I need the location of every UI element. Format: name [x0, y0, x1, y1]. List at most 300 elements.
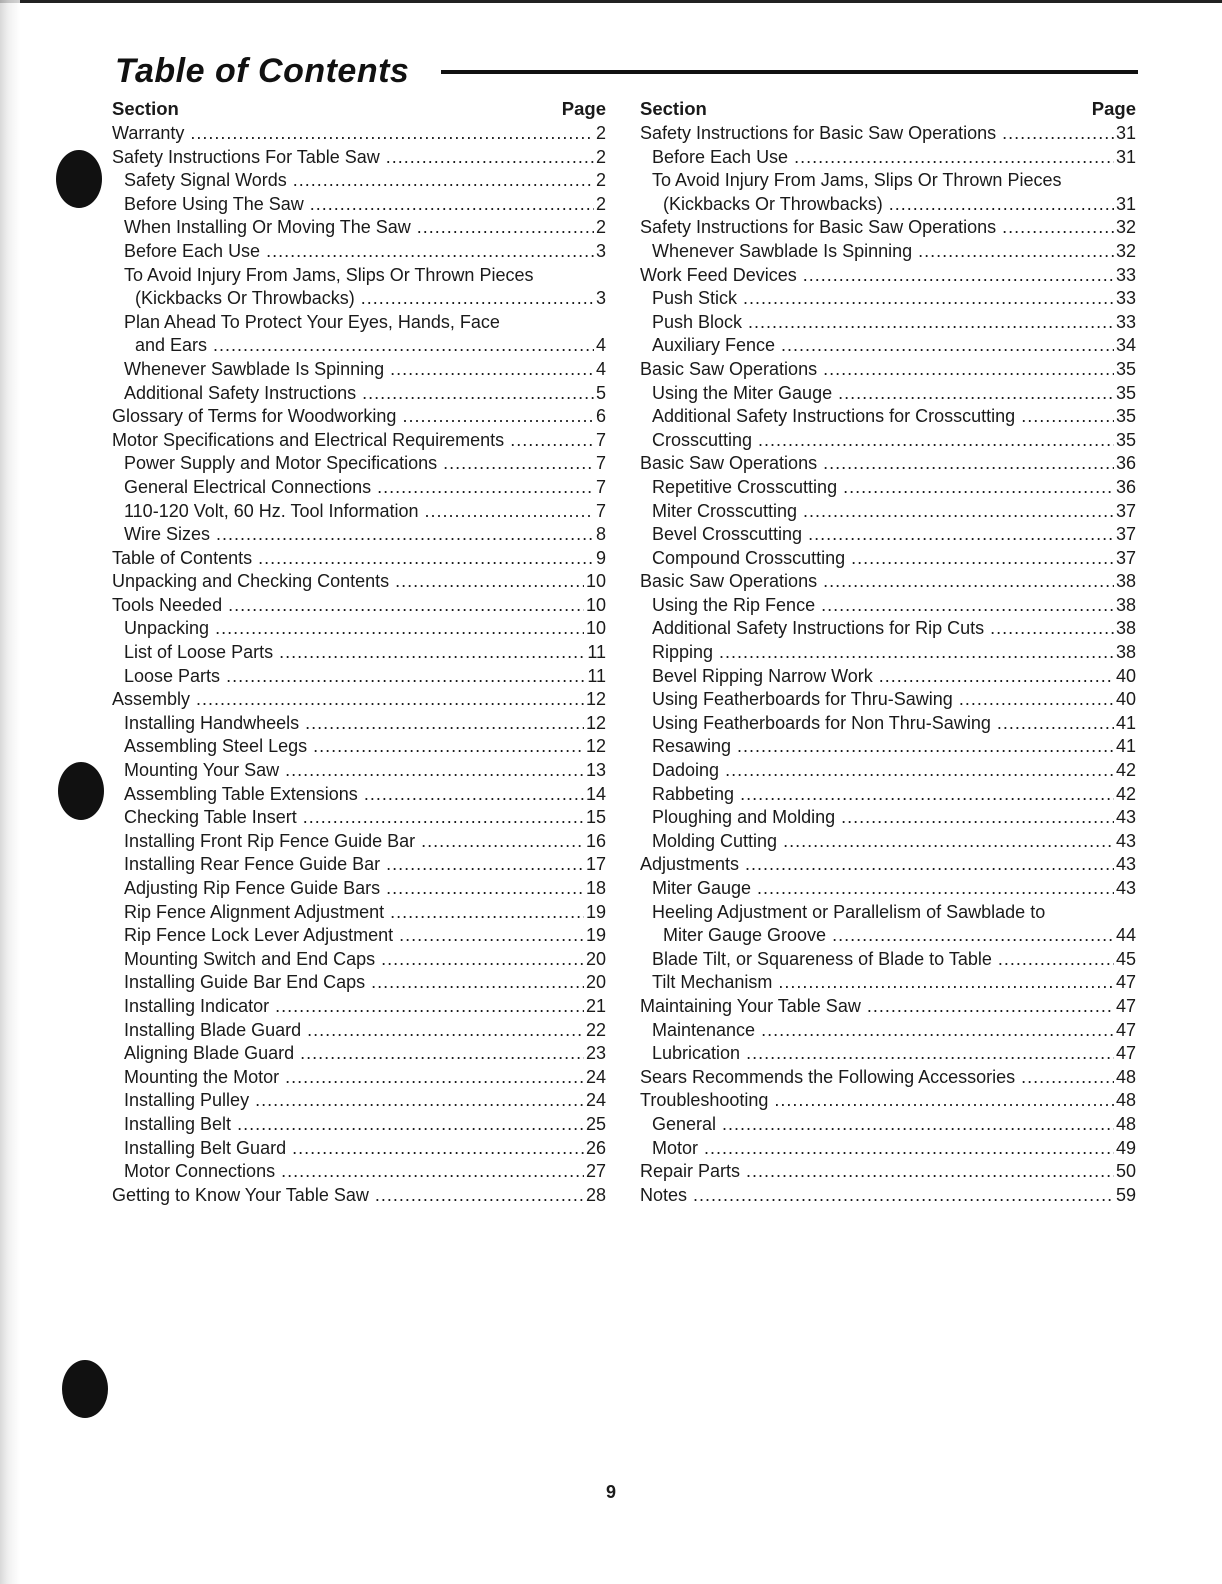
toc-entry-page: 48: [1115, 1066, 1136, 1087]
toc-entry: [640, 1160, 1136, 1184]
dot-leader: [285, 759, 584, 783]
toc-entry: [112, 641, 606, 665]
dot-leader: [266, 240, 594, 264]
toc-entry-title: Assembly: [112, 689, 191, 710]
toc-entry-page: 31: [1115, 193, 1136, 214]
dot-leader: [279, 641, 585, 665]
toc-entry: [640, 240, 1136, 264]
toc-entry-title: Miter Gauge Groove: [663, 925, 827, 946]
toc-entry: [640, 570, 1136, 594]
dot-leader: [292, 1137, 584, 1161]
toc-entry: [640, 547, 1136, 571]
toc-entry-title: Using Featherboards for Thru-Sawing: [652, 689, 953, 710]
toc-entry-page: 38: [1115, 618, 1136, 639]
toc-entry: [112, 216, 606, 240]
toc-entry-page: 11: [587, 665, 606, 686]
dot-leader: [745, 853, 1114, 877]
dot-leader: [808, 523, 1114, 547]
toc-entry-title: Additional Safety Instructions for Rip Cuts: [652, 618, 985, 639]
toc-entry: [112, 712, 606, 736]
toc-entry-page: 7: [595, 500, 606, 521]
toc-entry-page: 7: [595, 476, 606, 497]
toc-entry-title: Tools Needed: [112, 594, 223, 615]
dot-leader: [377, 476, 594, 500]
dot-leader: [889, 193, 1114, 217]
dot-leader: [719, 641, 1114, 665]
toc-entry-page: 26: [585, 1137, 606, 1158]
dot-leader: [823, 358, 1114, 382]
toc-entry: [112, 1113, 606, 1137]
toc-entry-page: 3: [595, 288, 606, 309]
toc-entry-title: Installing Guide Bar End Caps: [124, 972, 366, 993]
toc-entry: [112, 853, 606, 877]
toc-entry-title: Installing Pulley: [124, 1090, 250, 1111]
dot-leader: [275, 995, 584, 1019]
toc-entry-title: Using Featherboards for Non Thru-Sawing: [652, 712, 991, 733]
toc-entry-title: Crosscutting: [652, 429, 753, 450]
dot-leader: [748, 311, 1114, 335]
toc-entry-title: Mounting Switch and End Caps: [124, 948, 376, 969]
toc-entry-page: 42: [1115, 760, 1136, 781]
toc-entry-page: 22: [585, 1019, 606, 1040]
dot-leader: [226, 665, 585, 689]
toc-entry: [640, 382, 1136, 406]
toc-entry: [640, 806, 1136, 830]
toc-entry: [112, 264, 606, 288]
toc-entry-title: Repair Parts: [640, 1161, 741, 1182]
toc-entry-page: 33: [1115, 311, 1136, 332]
dot-leader: [216, 523, 594, 547]
toc-entry-title: Unpacking and Checking Contents: [112, 571, 390, 592]
toc-entry-page: 20: [585, 948, 606, 969]
toc-entry: [640, 287, 1136, 311]
dot-leader: [823, 452, 1114, 476]
dot-leader: [402, 405, 594, 429]
dot-leader: [386, 853, 584, 877]
toc-entry-title: When Installing Or Moving The Saw: [124, 217, 411, 238]
toc-entry-title: Troubleshooting: [640, 1090, 769, 1111]
toc-entry-title: Miter Gauge: [652, 878, 752, 898]
toc-entry-page: 2: [595, 123, 606, 143]
toc-entry: [640, 452, 1136, 476]
toc-entry: [640, 688, 1136, 712]
dot-leader: [781, 334, 1114, 358]
toc-entry: [112, 405, 606, 429]
toc-entry: [112, 948, 606, 972]
toc-entry: [112, 570, 606, 594]
toc-entry-page: 34: [1115, 335, 1136, 356]
toc-entry-title: Checking Table Insert: [124, 807, 297, 828]
toc-entry-page: 24: [585, 1066, 606, 1087]
toc-entry-page: 47: [1115, 972, 1136, 993]
toc-entry: [640, 617, 1136, 641]
toc-entry-page: 47: [1115, 995, 1136, 1016]
dot-leader: [313, 735, 584, 759]
toc-entry-title: Ploughing and Molding: [652, 807, 836, 828]
dot-leader: [390, 901, 584, 925]
dot-leader: [307, 1019, 584, 1043]
toc-entry: [112, 1089, 606, 1113]
toc-entry-title: Installing Indicator: [124, 995, 270, 1016]
toc-entry: [640, 334, 1136, 358]
dot-leader: [381, 948, 584, 972]
page-header: Page: [561, 98, 606, 119]
toc-entry: [112, 995, 606, 1019]
dot-leader: [761, 1019, 1114, 1043]
toc-entry-page: 10: [585, 594, 606, 615]
toc-entry-page: 28: [585, 1184, 606, 1205]
toc-entry-title: Assembling Steel Legs: [124, 736, 308, 757]
toc-entry-page: 49: [1115, 1137, 1136, 1158]
toc-entry-page: 16: [585, 830, 606, 851]
toc-entry-page: 38: [1115, 642, 1136, 663]
toc-entry-title: Using the Miter Gauge: [652, 382, 833, 403]
toc-entry-page: 36: [1115, 453, 1136, 474]
toc-entry: [112, 382, 606, 406]
page-header: Page: [1091, 98, 1136, 119]
toc-entry-title: Sears Recommends the Following Accessories: [640, 1066, 1016, 1087]
toc-entry-title: Safety Instructions for Basic Saw Operations: [640, 123, 997, 143]
toc-entry-title: Ripping: [652, 642, 714, 663]
dot-leader: [879, 665, 1114, 689]
toc-entry-title: Plan Ahead To Protect Your Eyes, Hands, Face: [124, 311, 500, 332]
toc-entry-title: Dadoing: [652, 760, 720, 781]
toc-entry-title: Glossary of Terms for Woodworking: [112, 406, 397, 427]
dot-leader: [794, 146, 1114, 170]
toc-entry: [112, 1184, 606, 1208]
dot-leader: [743, 287, 1114, 311]
toc-entry: [640, 971, 1136, 995]
toc-entry: [112, 311, 606, 335]
toc-entry-title: Compound Crosscutting: [652, 547, 846, 568]
toc-entry-title: Rip Fence Alignment Adjustment: [124, 901, 385, 922]
toc-entry: [640, 405, 1136, 429]
toc-entry-title: Unpacking: [124, 618, 210, 639]
toc-entry-title: Motor: [652, 1137, 699, 1158]
toc-entry-page: 14: [585, 783, 606, 804]
binder-hole: [62, 1360, 108, 1418]
toc-entry: [640, 594, 1136, 618]
toc-entry-page: 12: [585, 712, 606, 733]
toc-entry: [640, 523, 1136, 547]
toc-entry-page: 40: [1115, 665, 1136, 686]
dot-leader: [310, 193, 594, 217]
toc-entry-title: Additional Safety Instructions: [124, 382, 357, 403]
toc-entry: [640, 924, 1136, 948]
dot-leader: [399, 924, 584, 948]
toc-entry: [112, 452, 606, 476]
toc-entry-page: 9: [595, 547, 606, 568]
toc-entry-title: Warranty: [112, 123, 185, 143]
dot-leader: [758, 429, 1114, 453]
toc-entry-page: 17: [585, 854, 606, 875]
toc-entry-title: Notes: [640, 1184, 688, 1205]
toc-entry-title: Loose Parts: [124, 665, 221, 686]
dot-leader: [300, 1042, 584, 1066]
toc-entry-title: Before Each Use: [124, 240, 261, 261]
toc-entry: [112, 193, 606, 217]
toc-entry-page: 43: [1115, 830, 1136, 851]
dot-leader: [998, 948, 1114, 972]
dot-leader: [959, 688, 1114, 712]
toc-entry: [640, 146, 1136, 170]
toc-entry-page: 36: [1115, 476, 1136, 497]
toc-entry-page: 18: [585, 878, 606, 898]
toc-entry: [640, 830, 1136, 854]
toc-entry: [112, 901, 606, 925]
toc-entry: [112, 735, 606, 759]
dot-leader: [303, 806, 584, 830]
toc-entry-title: Whenever Sawblade Is Spinning: [652, 240, 913, 261]
dot-leader: [258, 547, 594, 571]
toc-entry: [640, 1019, 1136, 1043]
toc-entry-title: Additional Safety Instructions for Crosscutting: [652, 406, 1016, 427]
dot-leader: [757, 877, 1114, 901]
toc-entry: [640, 500, 1136, 524]
toc-entry-page: 2: [595, 146, 606, 167]
toc-entry: [640, 358, 1136, 382]
toc-entry: [112, 523, 606, 547]
dot-leader: [425, 500, 594, 524]
toc-entry-title: To Avoid Injury From Jams, Slips Or Thrown Pieces: [124, 264, 534, 285]
toc-entry-title: Work Feed Devices: [640, 264, 797, 285]
toc-entry: [112, 122, 606, 146]
toc-entry-page: 4: [595, 335, 606, 356]
toc-entry-page: 33: [1115, 264, 1136, 285]
toc-entry-title: Bevel Ripping Narrow Work: [652, 665, 873, 686]
dot-leader: [737, 735, 1114, 759]
binder-hole: [56, 150, 102, 208]
dot-leader: [821, 594, 1114, 618]
section-header: Section: [640, 98, 707, 119]
toc-entry-page: 12: [585, 689, 606, 710]
dot-leader: [443, 452, 594, 476]
toc-entry-page: 50: [1115, 1161, 1136, 1182]
toc-entry-page: 47: [1115, 1043, 1136, 1064]
toc-entry-title: Power Supply and Motor Specifications: [124, 453, 438, 474]
toc-entry: [640, 193, 1136, 217]
toc-entry-page: 43: [1115, 878, 1136, 898]
toc-entry-page: 59: [1115, 1184, 1136, 1205]
toc-entry: [640, 665, 1136, 689]
toc-entry-title: General Electrical Connections: [124, 476, 372, 497]
toc-entry-title: Bevel Crosscutting: [652, 524, 803, 545]
toc-entry-title: Assembling Table Extensions: [124, 783, 358, 804]
toc-entry-page: 32: [1115, 217, 1136, 238]
toc-entry-title: Safety Instructions for Basic Saw Operations: [640, 217, 997, 238]
dot-leader: [725, 759, 1114, 783]
toc-entry: [112, 759, 606, 783]
toc-entry-page: 42: [1115, 783, 1136, 804]
toc-entry-page: 3: [595, 240, 606, 261]
toc-entry: [112, 547, 606, 571]
toc-entry-title: To Avoid Injury From Jams, Slips Or Thrown Pieces: [652, 170, 1062, 191]
toc-entry-page: 13: [585, 760, 606, 781]
toc-entry: [112, 830, 606, 854]
toc-entry-title: Aligning Blade Guard: [124, 1043, 295, 1064]
toc-entry: [112, 169, 606, 193]
toc-entry-title: Lubrication: [652, 1043, 741, 1064]
column-header: [640, 96, 1136, 122]
toc-entry-page: 7: [595, 453, 606, 474]
toc-entry: [112, 1137, 606, 1161]
toc-entry: [640, 429, 1136, 453]
page-number: 9: [605, 1482, 616, 1502]
dot-leader: [228, 594, 584, 618]
toc-entry-page: 33: [1115, 288, 1136, 309]
toc-entry: [640, 853, 1136, 877]
toc-entry: [112, 287, 606, 311]
toc-entry-title: Before Each Use: [652, 146, 789, 167]
dot-leader: [774, 1089, 1114, 1113]
toc-entry: [112, 500, 606, 524]
toc-entry-title: (Kickbacks Or Throwbacks): [135, 288, 355, 309]
toc-entry: [640, 641, 1136, 665]
dot-leader: [386, 877, 584, 901]
dot-leader: [867, 995, 1114, 1019]
toc-column-right: [640, 96, 1136, 1207]
dot-leader: [510, 429, 594, 453]
dot-leader: [361, 287, 594, 311]
toc-entry-page: 35: [1115, 382, 1136, 403]
dot-leader: [371, 971, 584, 995]
dot-leader: [1021, 405, 1114, 429]
toc-entry: [112, 1160, 606, 1184]
dot-leader: [215, 617, 584, 641]
toc-entry: [112, 594, 606, 618]
toc-entry-title: Miter Crosscutting: [652, 500, 798, 521]
toc-entry: [112, 617, 606, 641]
toc-entry-page: 19: [585, 925, 606, 946]
dot-leader: [990, 617, 1114, 641]
scan-edge-shadow: [0, 0, 20, 1584]
dot-leader: [213, 334, 594, 358]
toc-entry: [640, 1042, 1136, 1066]
toc-entry-title: General: [652, 1113, 717, 1134]
toc-entry-page: 11: [587, 642, 606, 663]
toc-entry: [640, 311, 1136, 335]
toc-entry-title: Table of Contents: [112, 547, 253, 568]
toc-entry-page: 10: [585, 571, 606, 592]
toc-entry-page: 37: [1115, 524, 1136, 545]
toc-entry-title: Basic Saw Operations: [640, 358, 818, 379]
toc-entry-page: 43: [1115, 807, 1136, 828]
toc-entry-page: 31: [1115, 123, 1136, 143]
toc-entry-title: Wire Sizes: [124, 524, 211, 545]
toc-entry-title: Installing Blade Guard: [124, 1019, 302, 1040]
dot-leader: [918, 240, 1114, 264]
toc-entry: [112, 476, 606, 500]
toc-entry-page: 12: [585, 736, 606, 757]
toc-entry-page: 48: [1115, 1113, 1136, 1134]
dot-leader: [997, 712, 1114, 736]
toc-entry-page: 4: [595, 358, 606, 379]
toc-entry-page: 21: [585, 995, 606, 1016]
toc-entry: [640, 1137, 1136, 1161]
toc-entry: [112, 924, 606, 948]
toc-entry-title: Push Stick: [652, 288, 738, 309]
toc-entry: [640, 1113, 1136, 1137]
toc-entry: [640, 948, 1136, 972]
toc-entry-title: Motor Specifications and Electrical Requirements: [112, 429, 505, 450]
toc-entry-title: Installing Belt Guard: [124, 1137, 287, 1158]
toc-entry-page: 35: [1115, 406, 1136, 427]
toc-entry: [112, 429, 606, 453]
toc-entry-title: Whenever Sawblade Is Spinning: [124, 358, 385, 379]
toc-entry-page: 23: [585, 1043, 606, 1064]
dot-leader: [395, 570, 584, 594]
toc-entry-page: 2: [595, 217, 606, 238]
section-header: Section: [112, 98, 179, 119]
toc-entry: [640, 122, 1136, 146]
toc-entry-title: 110-120 Volt, 60 Hz. Tool Information: [124, 500, 419, 521]
dot-leader: [746, 1042, 1114, 1066]
toc-entry: [640, 877, 1136, 901]
toc-entry-page: 45: [1115, 948, 1136, 969]
toc-entry-title: Molding Cutting: [652, 830, 778, 851]
toc-entry-title: Installing Rear Fence Guide Bar: [124, 854, 381, 875]
toc-entry-title: Motor Connections: [124, 1161, 276, 1182]
toc-entry-page: 37: [1115, 500, 1136, 521]
dot-leader: [255, 1089, 584, 1113]
toc-entry-title: List of Loose Parts: [124, 642, 274, 663]
toc-entry-title: Installing Handwheels: [124, 712, 300, 733]
toc-entry-title: Push Block: [652, 311, 743, 332]
dot-leader: [783, 830, 1114, 854]
toc-entry-page: 2: [595, 170, 606, 191]
toc-entry-page: 31: [1115, 146, 1136, 167]
toc-entry: [640, 1089, 1136, 1113]
toc-entry-page: 25: [585, 1113, 606, 1134]
binder-hole: [58, 762, 104, 820]
toc-entry-title: Mounting Your Saw: [124, 760, 280, 781]
dot-leader: [375, 1184, 584, 1208]
toc-entry-page: 6: [595, 406, 606, 427]
toc-entry-title: Basic Saw Operations: [640, 571, 818, 592]
toc-entry-title: Maintenance: [652, 1019, 756, 1040]
dot-leader: [1002, 122, 1114, 146]
toc-entry-page: 20: [585, 972, 606, 993]
toc-entry-title: (Kickbacks Or Throwbacks): [663, 193, 883, 214]
toc-entry: [640, 169, 1136, 193]
dot-leader: [293, 169, 594, 193]
dot-leader: [417, 216, 594, 240]
dot-leader: [740, 783, 1114, 807]
toc-entry: [112, 806, 606, 830]
toc-entry-page: 37: [1115, 547, 1136, 568]
dot-leader: [305, 712, 584, 736]
dot-leader: [746, 1160, 1114, 1184]
toc-column-left: [112, 96, 606, 1207]
toc-entry-page: 19: [585, 901, 606, 922]
toc-entry-page: 44: [1115, 925, 1136, 946]
toc-entry: [112, 334, 606, 358]
toc-entry: [640, 735, 1136, 759]
toc-entry-page: 32: [1115, 240, 1136, 261]
toc-entry: [640, 216, 1136, 240]
toc-entry: [112, 1019, 606, 1043]
dot-leader: [421, 830, 584, 854]
toc-entry-title: Before Using The Saw: [124, 193, 304, 214]
toc-entry: [640, 712, 1136, 736]
page-top-border: [0, 0, 1222, 3]
dot-leader: [386, 146, 594, 170]
dot-leader: [362, 382, 594, 406]
toc-entry-page: 43: [1115, 854, 1136, 875]
toc-entry-title: Heeling Adjustment or Parallelism of Sawblade to: [652, 901, 1046, 922]
column-header: [112, 96, 606, 122]
toc-entry-title: Safety Signal Words: [124, 170, 287, 191]
